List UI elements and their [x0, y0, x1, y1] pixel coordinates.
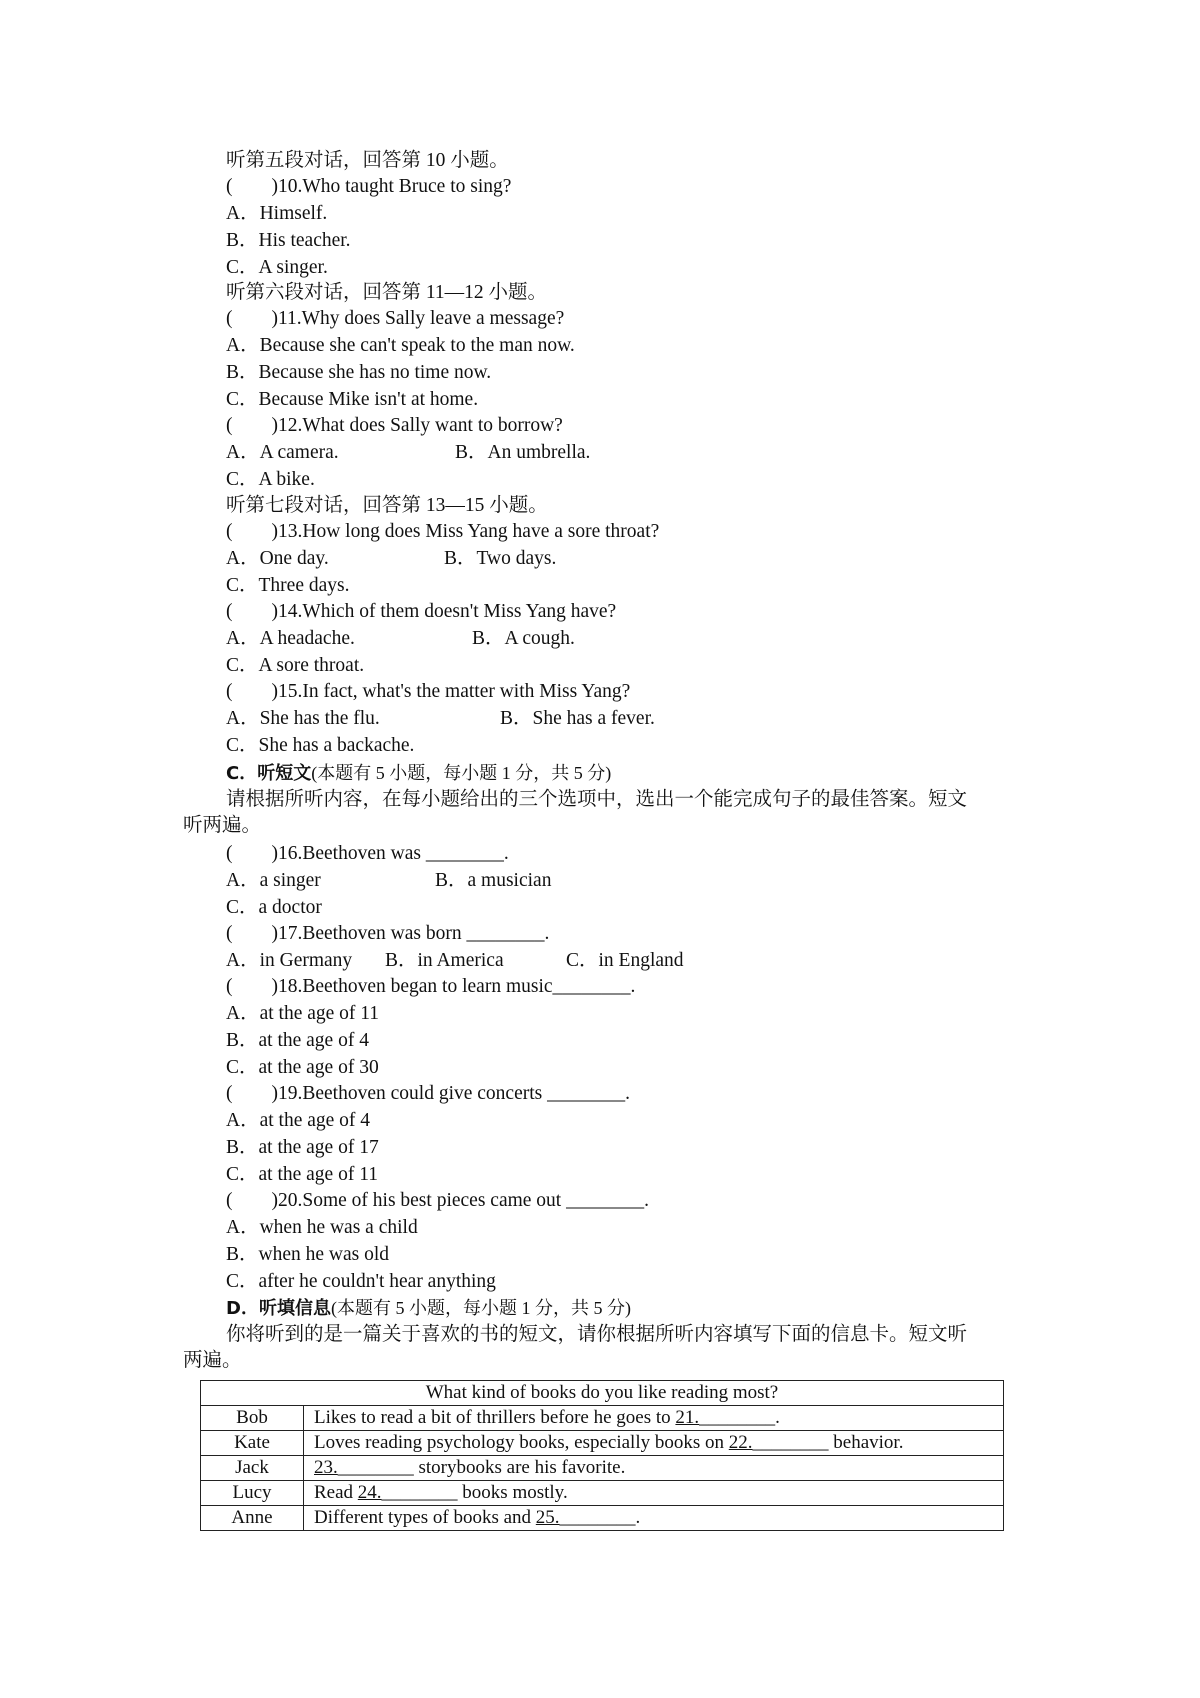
- question-12: ( )12.What does Sally want to borrow?: [226, 415, 563, 436]
- option-12-b: B．An umbrella.: [455, 442, 591, 463]
- question-11: ( )11.Why does Sally leave a message?: [226, 308, 565, 329]
- table-row: [201, 1481, 1004, 1506]
- row-text: Loves reading psychology books, especially books on 22.________ behavior.: [304, 1431, 1004, 1456]
- option-14-c: C．A sore throat.: [226, 655, 365, 676]
- fill-blank-25[interactable]: ________: [559, 1507, 636, 1528]
- option-15-c: C．She has a backache.: [226, 735, 415, 756]
- option-14-b: B．A cough.: [472, 628, 575, 649]
- option-10-a: A．Himself.: [226, 203, 328, 224]
- option-20-a: A．when he was a child: [226, 1217, 418, 1238]
- option-14-a: A．A headache.: [226, 628, 355, 649]
- section-6-intro: 听第六段对话，回答第 11—12 小题。: [226, 282, 548, 303]
- info-card-table: [200, 1380, 1004, 1531]
- option-19-a: A．at the age of 4: [226, 1110, 371, 1131]
- option-12-c: C．A bike.: [226, 469, 315, 490]
- blank-number: 21.: [675, 1407, 700, 1428]
- section-c-instruction: 请根据所听内容，在每小题给出的三个选项中，选出一个能完成句子的最佳答案。短文: [226, 789, 968, 810]
- question-20: ( )20.Some of his best pieces came out ________.: [226, 1190, 649, 1211]
- option-11-a: A．Because she can't speak to the man now.: [226, 335, 575, 356]
- info-card-header: What kind of books do you like reading most?: [201, 1381, 1004, 1406]
- option-10-b: B．His teacher.: [226, 230, 351, 251]
- blank-number: 24.: [357, 1482, 382, 1503]
- option-10-c: C．A singer.: [226, 257, 328, 278]
- section-d-title: D．听填信息: [226, 1298, 331, 1319]
- question-17: ( )17.Beethoven was born ________.: [226, 923, 550, 944]
- info-card-header-row: [201, 1381, 1004, 1406]
- question-19: ( )19.Beethoven could give concerts ________.: [226, 1083, 630, 1104]
- option-12-a: A．A camera.: [226, 442, 339, 463]
- option-13-b: B．Two days.: [444, 548, 557, 569]
- question-18: ( )18.Beethoven began to learn music________.: [226, 976, 636, 997]
- option-18-b: B．at the age of 4: [226, 1030, 369, 1051]
- option-18-a: A．at the age of 11: [226, 1003, 380, 1024]
- option-19-b: B．at the age of 17: [226, 1137, 379, 1158]
- option-16-a: A．a singer: [226, 870, 321, 891]
- question-10: ( )10.Who taught Bruce to sing?: [226, 176, 512, 197]
- table-row: [201, 1431, 1004, 1456]
- row-text: 23.________ storybooks are his favorite.: [304, 1456, 1004, 1481]
- option-17-b: B．in America: [385, 950, 504, 971]
- section-d-scoring: (本题有 5 小题，每小题 1 分，共 5 分): [330, 1298, 631, 1318]
- section-c-scoring: (本题有 5 小题，每小题 1 分，共 5 分): [311, 763, 612, 783]
- row-name: Bob: [201, 1406, 304, 1431]
- row-name: Anne: [201, 1506, 304, 1531]
- option-15-a: A．She has the flu.: [226, 708, 380, 729]
- question-14: ( )14.Which of them doesn't Miss Yang have?: [226, 601, 617, 622]
- fill-blank-22[interactable]: ________: [752, 1432, 829, 1453]
- option-18-c: C．at the age of 30: [226, 1057, 379, 1078]
- fill-blank-23[interactable]: ________: [337, 1457, 414, 1478]
- option-20-b: B．when he was old: [226, 1244, 390, 1265]
- section-c-title: C．听短文: [226, 763, 312, 784]
- blank-number: 23.: [314, 1457, 338, 1478]
- option-15-b: B．She has a fever.: [500, 708, 655, 729]
- row-text: Read 24.________ books mostly.: [304, 1481, 1004, 1506]
- question-16: ( )16.Beethoven was ________.: [226, 843, 509, 864]
- section-d-heading: [226, 1295, 631, 1322]
- table-row: [201, 1406, 1004, 1431]
- section-c-instruction-cont: 听两遍。: [183, 815, 262, 836]
- blank-number: 22.: [728, 1432, 753, 1453]
- fill-blank-24[interactable]: ________: [381, 1482, 458, 1503]
- row-name: Jack: [201, 1456, 304, 1481]
- option-20-c: C．after he couldn't hear anything: [226, 1271, 496, 1292]
- option-13-a: A．One day.: [226, 548, 329, 569]
- section-d-instruction: 你将听到的是一篇关于喜欢的书的短文，请你根据所听内容填写下面的信息卡。短文听: [226, 1324, 968, 1345]
- section-c-heading: [226, 760, 611, 787]
- table-row: [201, 1506, 1004, 1531]
- option-19-c: C．at the age of 11: [226, 1164, 378, 1185]
- option-11-c: C．Because Mike isn't at home.: [226, 389, 479, 410]
- section-5-intro: 听第五段对话，回答第 10 小题。: [226, 150, 509, 171]
- row-name: Kate: [201, 1431, 304, 1456]
- question-15: ( )15.In fact, what's the matter with Miss Yang?: [226, 681, 631, 702]
- section-7-intro: 听第七段对话，回答第 13—15 小题。: [226, 495, 548, 516]
- option-16-c: C．a doctor: [226, 897, 322, 918]
- table-row: [201, 1456, 1004, 1481]
- option-17-c: C．in England: [566, 950, 684, 971]
- row-text: Likes to read a bit of thrillers before he goes to 21.________.: [304, 1406, 1004, 1431]
- option-11-b: B．Because she has no time now.: [226, 362, 492, 383]
- option-17-a: A．in Germany: [226, 950, 353, 971]
- section-d-instruction-cont: 两遍。: [183, 1350, 242, 1371]
- fill-blank-21[interactable]: ________: [699, 1407, 776, 1428]
- blank-number: 25.: [535, 1507, 560, 1528]
- option-13-c: C．Three days.: [226, 575, 350, 596]
- option-16-b: B．a musician: [435, 870, 552, 891]
- row-name: Lucy: [201, 1481, 304, 1506]
- question-13: ( )13.How long does Miss Yang have a sore throat?: [226, 521, 660, 542]
- row-text: Different types of books and 25.________.: [304, 1506, 1004, 1531]
